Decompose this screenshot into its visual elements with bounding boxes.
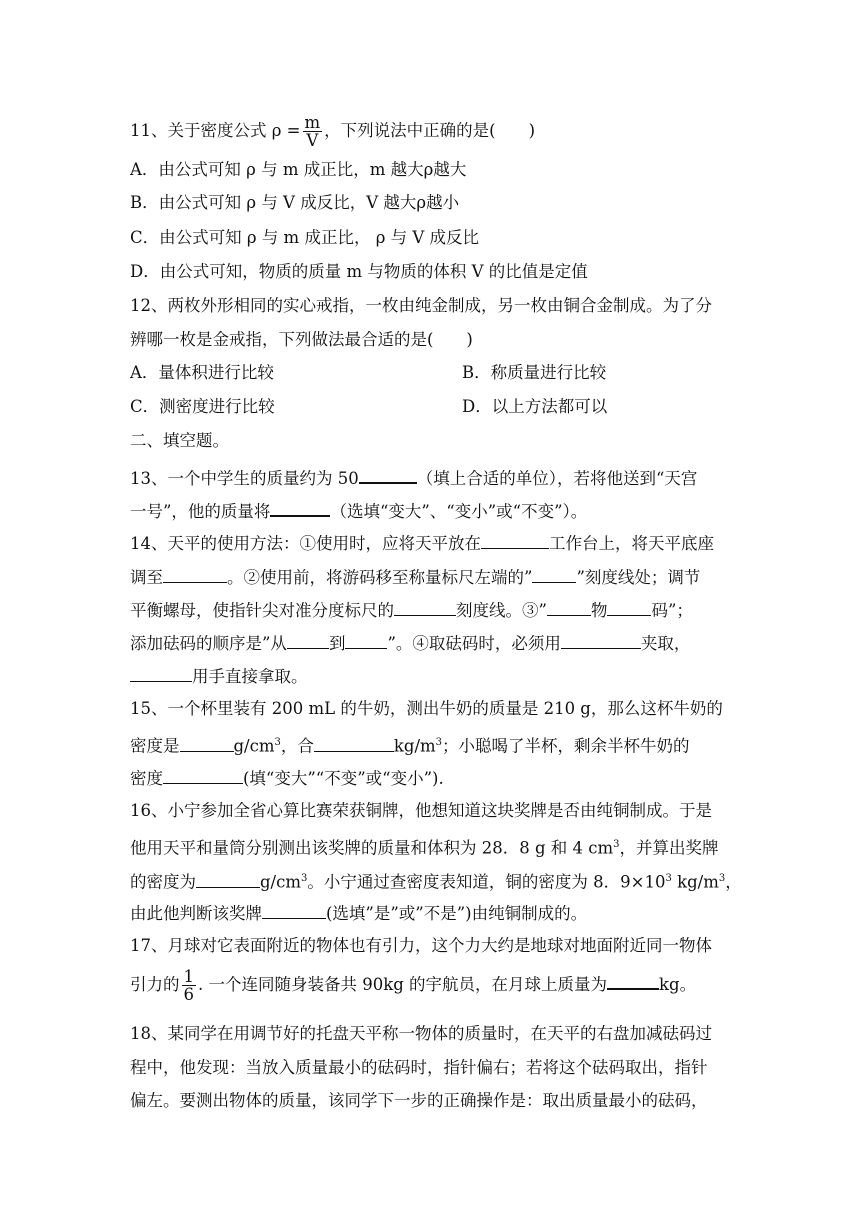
q16-text: 由此他判断该奖牌 [130,904,262,923]
exponent: 3 [435,737,443,748]
fraction-denominator: V [306,131,319,150]
answer-blank[interactable] [607,599,651,616]
q14-text: 调至 [130,568,163,587]
q14-text: 平衡螺母，使指针尖对准分度标尺的 [130,601,394,620]
q16-text: g/cm [260,872,302,892]
answer-blank[interactable] [130,665,192,682]
q17-text: kg。 [659,975,697,994]
q11-option-c: C．由公式可知 ρ 与 m 成正比， ρ 与 V 成反比 [130,228,480,247]
q11-stem-tail: ，下列说法中正确的是( ) [324,121,536,140]
q15-text: ；小聪喝了半杯，剩余半杯牛奶的 [442,736,690,756]
answer-blank[interactable] [270,499,330,517]
q14-text: 到 [328,634,346,653]
q16-text: (选填”是”或”不是”)由纯铜制成的。 [326,904,588,923]
q11-option-b: B．由公式可知 ρ 与 V 成反比，V 越大ρ越小 [130,193,460,212]
q11-stem-text: 11、关于密度公式 ρ = [130,121,301,140]
q12-option-b: B．称质量进行比较 [462,363,607,382]
exponent: 3 [301,873,308,884]
q16-line3 [130,869,742,893]
q14-text: 夹取， [640,634,691,653]
q14-text: 工作台上，将天平底座 [549,534,714,553]
q11-option-a: A．由公式可知 ρ 与 m 成正比，m 越大ρ越大 [130,160,467,179]
q14-text: 物 [590,601,608,620]
q13-text: 一号”，他的质量将 [130,502,271,521]
answer-blank[interactable] [547,599,591,616]
q18-line1: 18、某同学在用调节好的托盘天平称一物体的质量时，在天平的右盘加减砝码过 [130,1024,712,1043]
q15-text: ，合 [280,736,314,756]
q15-line2 [130,733,690,757]
q16-line2 [130,835,719,859]
q14-line5 [130,665,308,687]
q12-option-a: A．量体积进行比较 [130,363,274,382]
q15-text: 密度是 [130,736,180,756]
q11-option-d: D．由公式可知，物质的质量 m 与物质的体积 V 的比值是定值 [130,262,588,281]
q15-text: kg/m [393,736,436,756]
answer-blank[interactable] [163,566,227,583]
q18-line3: 偏左。要测出物体的质量，该同学下一步的正确操作是：取出质量最小的砝码， [130,1091,708,1110]
answer-blank[interactable] [561,632,641,649]
q14-line2 [130,566,700,588]
exponent: 3 [274,737,281,748]
q12-option-d: D．以上方法都可以 [462,397,608,416]
q15-text: g/cm [233,736,275,756]
answer-blank[interactable] [607,972,659,990]
q16-text: 的密度为 [130,872,196,892]
q13-text: （填上合适的单位），若将他送到“天宫 [416,469,698,488]
q16-line4 [130,902,587,924]
answer-blank[interactable] [196,871,260,888]
fraction-numerator: m [304,113,321,132]
q16-text: ， [725,872,742,892]
answer-blank[interactable] [262,902,326,919]
q17-text: . 一个连同随身装备共 90kg 的宇航员，在月球上质量为 [198,975,608,994]
q14-line4 [130,632,690,654]
q17-line2 [130,968,696,1003]
q13-text: 13、一个中学生的质量约为 50 [130,469,359,488]
q14-line1 [130,532,714,554]
q14-line3 [130,599,693,621]
q17-text: 引力的 [130,975,180,994]
q15-line3 [130,767,444,789]
q11-stem [130,114,535,149]
q14-text: ”刻度线处；调节 [576,568,701,587]
q13-line1 [130,466,697,489]
q16-text: 他用天平和量筒分别测出该奖牌的质量和体积为 28．8 g 和 4 cm [130,838,614,858]
section-heading: 二、填空题。 [130,431,229,450]
q16-line1: 16、小宁参加全省心算比赛荣获铜牌，他想知道这块奖牌是否由纯铜制成。于是 [130,801,712,820]
q14-text: 码”； [651,601,693,620]
answer-blank[interactable] [345,632,387,649]
q12-option-c: C．测密度进行比较 [130,397,275,416]
density-fraction [303,114,323,149]
q17-line1: 17、月球对它表面附近的物体也有引力，这个力大约是地球对地面附近同一物体 [130,936,712,955]
q14-text: ”。④取砝码时，必须用 [387,634,561,653]
q14-text: 用手直接拿取。 [192,667,308,686]
q12-options-row2 [130,397,608,417]
q14-text: 添加砝码的顺序是”从 [130,634,287,653]
exponent: 3 [665,873,672,884]
q15-text: (填“变大”“不变”或“变小”). [243,769,444,788]
fraction-denominator: 6 [183,985,194,1004]
q14-text: 刻度线。③” [456,601,547,620]
q15-line1: 15、一个杯里装有 200 mL 的牛奶，测出牛奶的质量是 210 g，那么这杯牛奶的 [130,699,723,718]
exponent: 3 [613,839,620,850]
answer-blank[interactable] [532,566,576,583]
q13-text: （选填“变大”、“变小”或“不变”）。 [330,502,588,521]
answer-blank[interactable] [287,632,329,649]
answer-blank[interactable] [163,767,243,784]
fraction-numerator: 1 [183,967,194,986]
q14-text: 。②使用前，将游码移至称量标尺左端的” [227,568,533,587]
q14-text: 14、天平的使用方法：①使用时，应将天平放在 [130,534,481,553]
q12-stem-line1: 12、两枚外形相同的实心戒指，一枚由纯金制成，另一枚由铜合金制成。为了分 [130,296,712,315]
q12-stem-line2: 辨哪一枚是金戒指，下列做法最合适的是( ) [130,330,473,349]
q13-line2 [130,499,587,522]
answer-blank[interactable] [359,466,417,484]
q16-text: ，并算出奖牌 [619,838,719,858]
q16-text: kg/m [671,872,719,892]
q12-options-row1 [130,363,607,383]
one-sixth-fraction [182,968,197,1003]
q18-line2: 程中，他发现：当放入质量最小的砝码时，指针偏右；若将这个砝码取出，指针 [130,1058,708,1077]
exponent: 3 [718,873,726,884]
q15-text: 密度 [130,769,163,788]
q16-text: 。小宁通过查密度表知道，铜的密度为 8．9×10 [307,872,666,892]
answer-blank[interactable] [481,532,549,549]
answer-blank[interactable] [394,599,456,616]
answer-blank[interactable] [314,735,394,752]
answer-blank[interactable] [180,735,234,752]
